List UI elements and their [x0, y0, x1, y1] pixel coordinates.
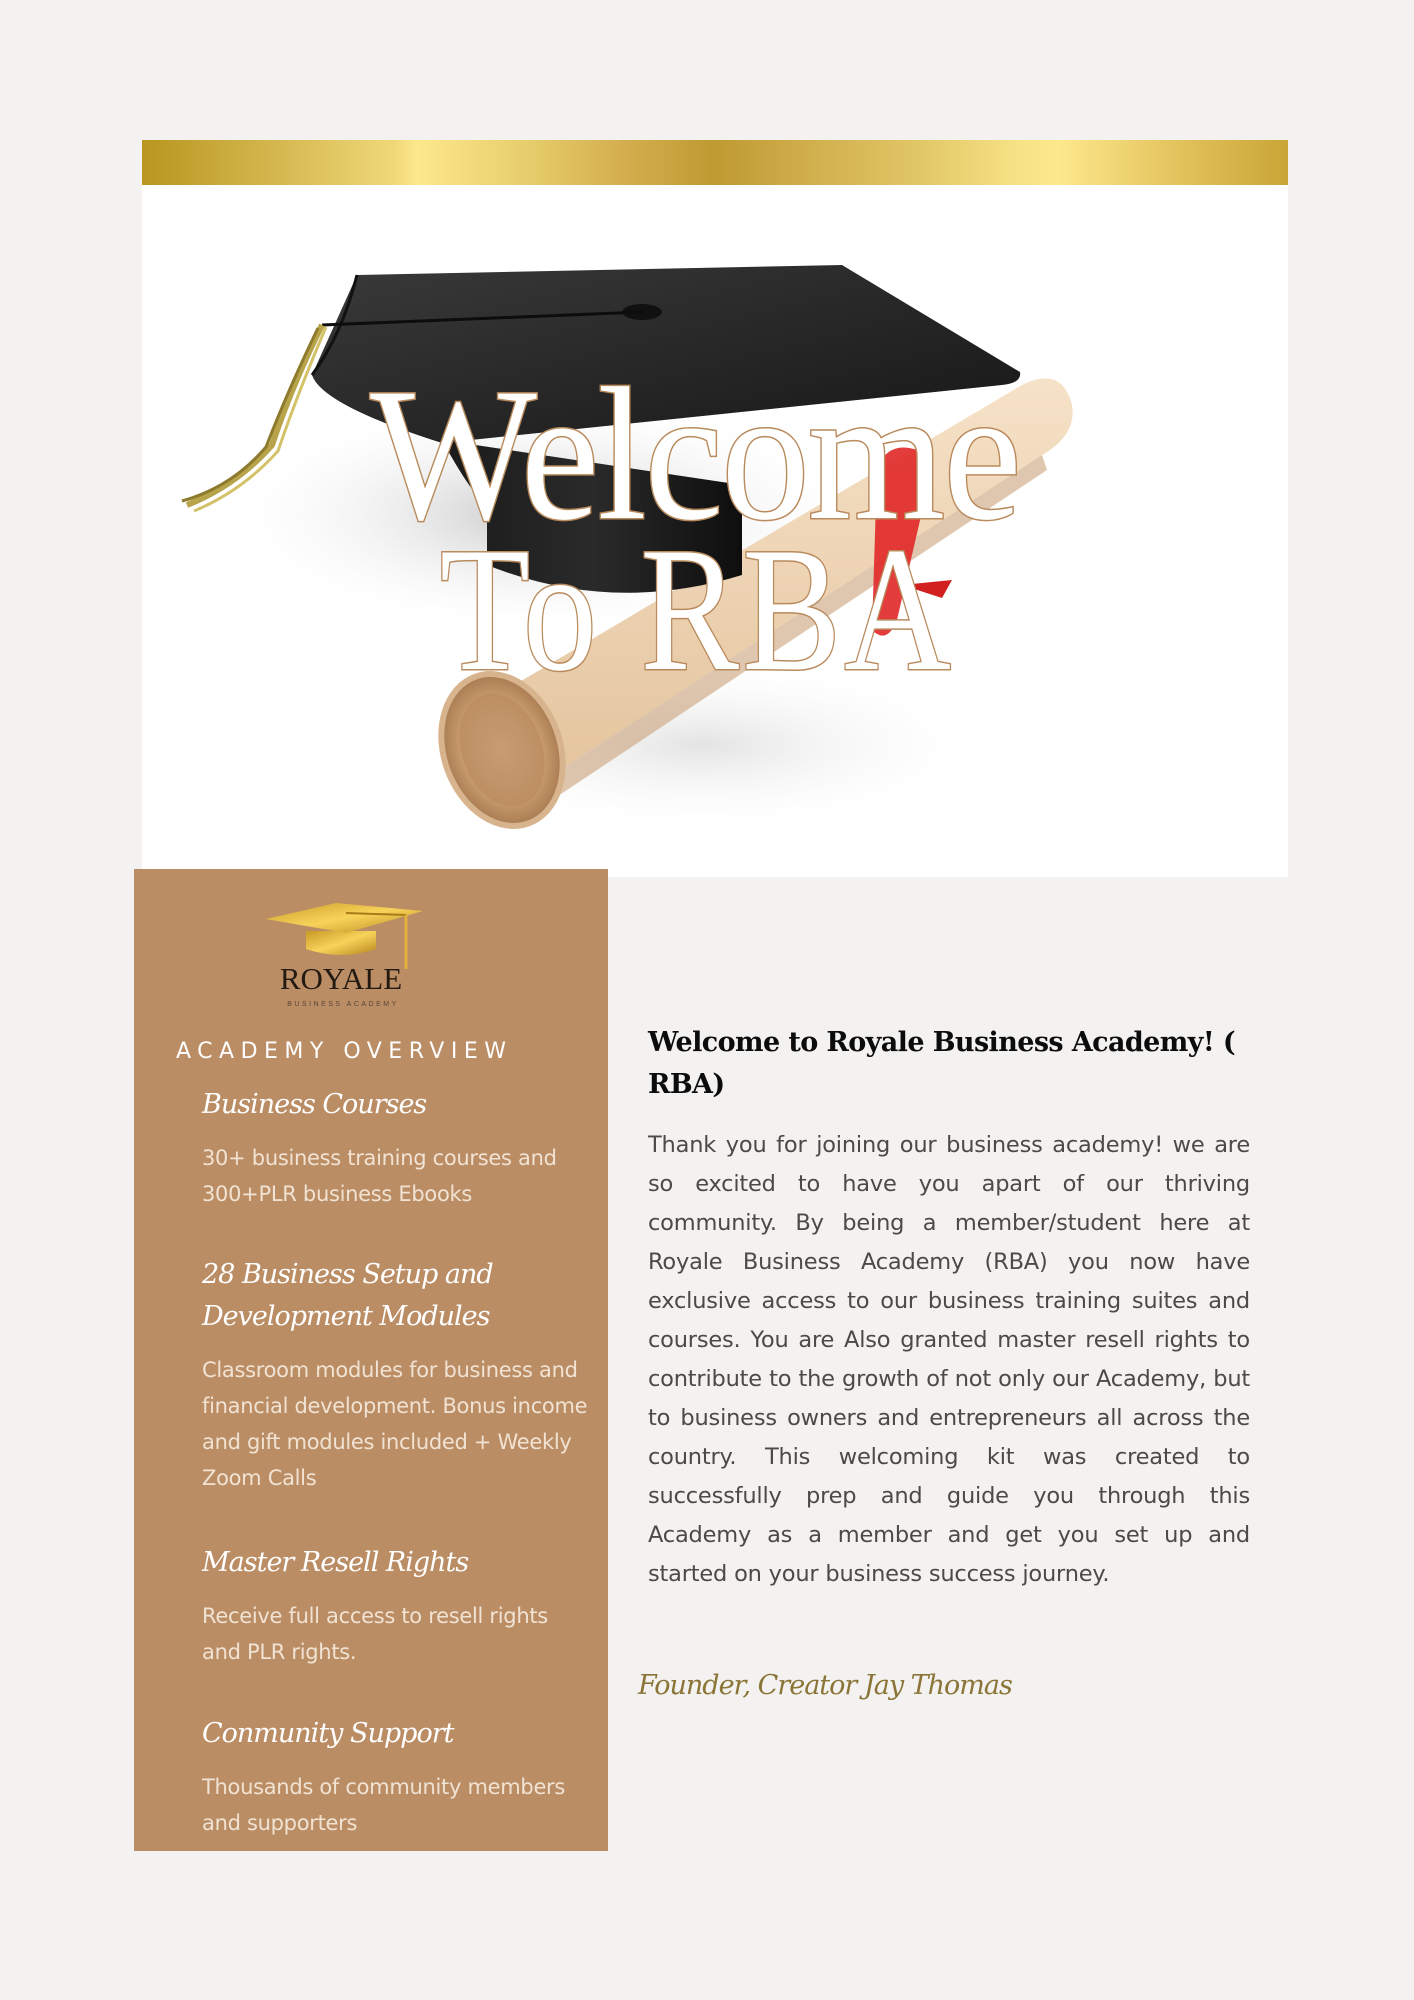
- feature-title: Business Courses: [202, 1089, 427, 1120]
- welcome-heading: Welcome to Royale Business Academy! ( RBA): [648, 1027, 1236, 1100]
- logo-subtitle: BUSINESS ACADEMY: [287, 1001, 399, 1008]
- founder-signature: Founder, Creator Jay Thomas: [638, 1670, 1012, 1701]
- royale-logo: [266, 899, 426, 1019]
- academy-overview-panel: [134, 869, 608, 1851]
- feature-title: Conmunity Support: [202, 1718, 454, 1749]
- feature-community-support: [202, 1713, 592, 1841]
- feature-master-resell-rights: [202, 1542, 592, 1670]
- logo-wordmark: ROYALE: [279, 961, 403, 996]
- feature-setup-modules: [202, 1254, 592, 1496]
- hero-title-welcome: Welcome: [370, 350, 1020, 560]
- feature-description: Thousands of community members and supporters: [202, 1775, 566, 1835]
- feature-title: Master Resell Rights: [202, 1547, 469, 1578]
- feature-business-courses: [202, 1084, 592, 1212]
- welcome-message: [648, 1022, 1250, 1594]
- feature-description: 30+ business training courses and 300+PLR business Ebooks: [202, 1146, 557, 1206]
- gold-header-bar: [142, 140, 1288, 185]
- hero-title-to-rba: To RBA: [439, 510, 955, 708]
- welcome-body: Thank you for joining our business academy! we are so excited to have you apart of our thriving community. By being a member/student here at Royale Business Academy (RBA) you now have exclusive access to our business training suites and courses. You are Also granted master resell rights to contribute to the growth of not only our Academy, but to business owners and entrepreneurs all across the country. This welcoming kit was created to successfully prep and guide you through this Academy as a member and get you set up and started on your business success journey.: [648, 1132, 1250, 1587]
- academy-overview-heading: ACADEMY OVERVIEW: [176, 1039, 513, 1064]
- feature-title: 28 Business Setup and Development Modules: [202, 1259, 493, 1332]
- gold-graduation-cap-icon: [266, 899, 426, 969]
- feature-description: Receive full access to resell rights and PLR rights.: [202, 1604, 548, 1664]
- hero-banner: [142, 185, 1288, 877]
- feature-description: Classroom modules for business and financial development. Bonus income and gift modules included + Weekly Zoom Calls: [202, 1358, 588, 1490]
